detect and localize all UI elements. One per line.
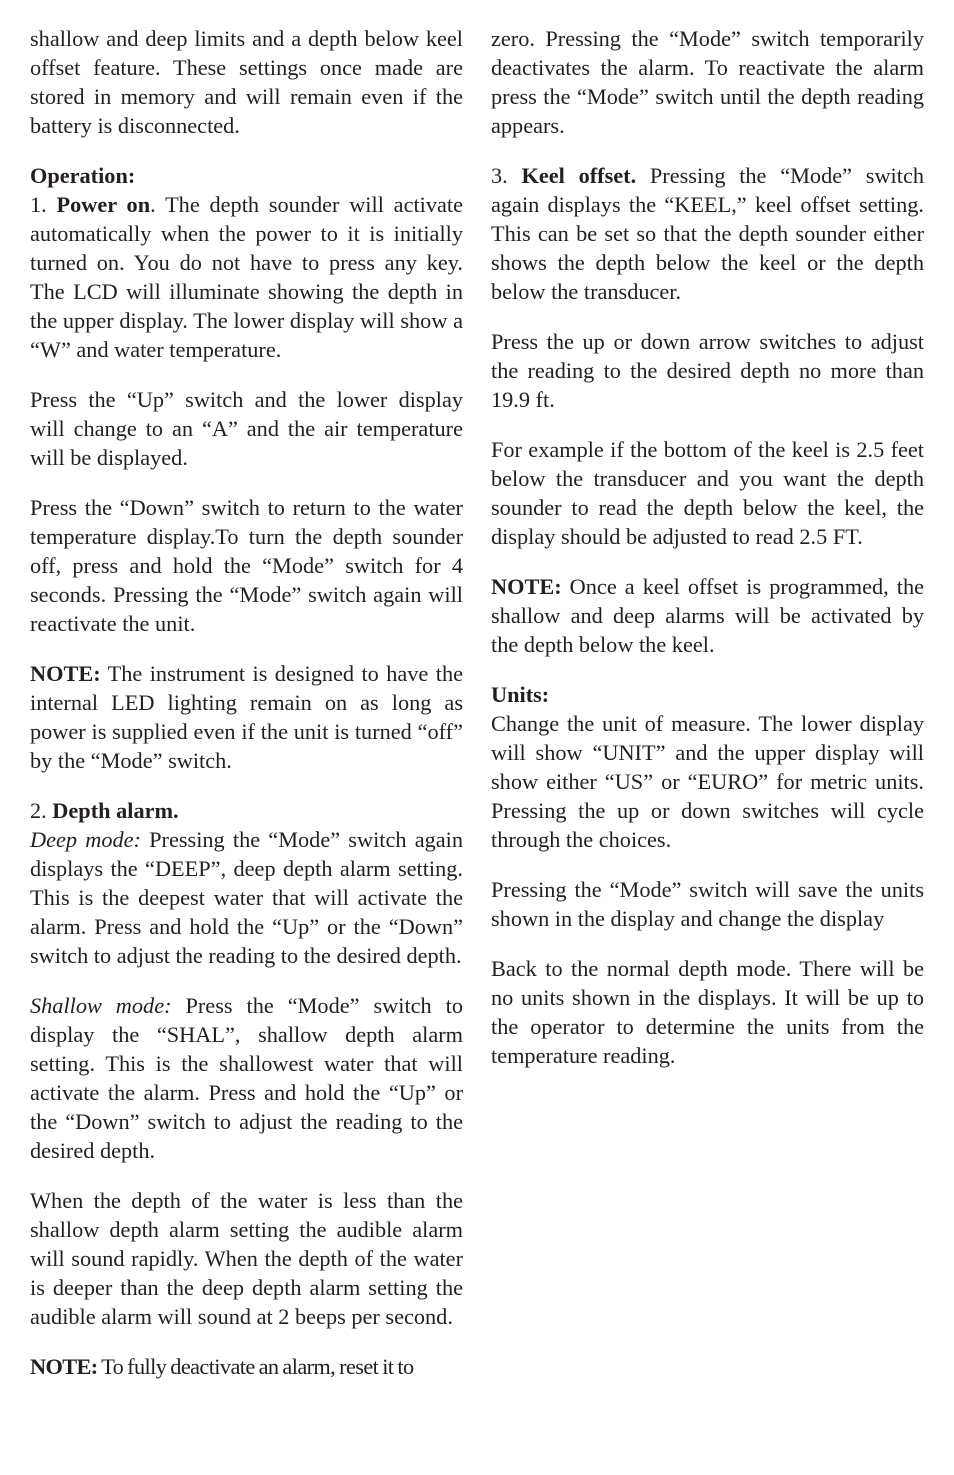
- note-led-paragraph: [30, 659, 463, 775]
- operation-heading: [30, 161, 463, 190]
- note-deactivate-text: To fully deactivate an alarm, reset it to: [97, 1354, 414, 1379]
- units-heading: [491, 680, 924, 709]
- intro-paragraph: shallow and deep limits and a depth below keel offset feature. These settings once made are stored in memory and will remain even if the battery is disconnected.: [30, 26, 463, 138]
- power-on-number: 1.: [30, 192, 57, 217]
- power-on-title: Power on: [56, 192, 151, 217]
- depth-alarm-title: Depth alarm.: [52, 798, 179, 823]
- power-on-paragraph: [30, 190, 463, 364]
- note-keel-text: Once a keel offset is programmed, the shallow and deep alarms will be activated by the depth below the keel.: [491, 574, 924, 657]
- note-keel-label: NOTE:: [491, 574, 562, 599]
- keel-offset-title: Keel offset.: [521, 163, 637, 188]
- left-column: [30, 24, 463, 1381]
- operation-heading-text: Operation:: [30, 163, 136, 188]
- units-save-paragraph: Pressing the “Mode” switch will save the units shown in the display and change the display: [491, 877, 924, 931]
- back-normal-paragraph: Back to the normal depth mode. There will be no units shown in the displays. It will be up to the operator to determine the units from the temperature reading.: [491, 956, 924, 1068]
- up-switch-paragraph: Press the “Up” switch and the lower display will change to an “A” and the air temperature will be displayed.: [30, 387, 463, 470]
- note-led-label: NOTE:: [30, 661, 101, 686]
- note-deactivate-label: NOTE:: [30, 1354, 98, 1379]
- down-switch-paragraph: Press the “Down” switch to return to the water temperature display.To turn the depth sounder off, press and hold the “Mode” switch for 4 seconds. Pressing the “Mode” switch again will reactivate the unit.: [30, 495, 463, 636]
- alarm-sound-paragraph: When the depth of the water is less than the shallow depth alarm setting the audible alarm will sound rapidly. When the depth of the water is deeper than the deep depth alarm setting the audible alarm will sound at 2 beeps per second.: [30, 1188, 463, 1329]
- power-on-text: . The depth sounder will activate automatically when the power to it is initially turned on. You do not have to press any key. The LCD will illuminate showing the depth in the upper display. The lower display will show a “W” and water temperature.: [30, 192, 463, 362]
- units-paragraph: Change the unit of measure. The lower display will show “UNIT” and the upper display will show either “US” or “EURO” for metric units. Pressing the up or down switches will cycle through the choices.: [491, 711, 924, 852]
- continuation-paragraph: zero. Pressing the “Mode” switch temporarily deactivates the alarm. To reactivate the alarm press the “Mode” switch until the depth reading appears.: [491, 26, 924, 138]
- shallow-mode-paragraph: [30, 991, 463, 1165]
- example-paragraph: For example if the bottom of the keel is 2.5 feet below the transducer and you want the depth sounder to read the depth below the keel, the display should be adjusted to read 2.5 FT.: [491, 437, 924, 549]
- deep-mode-text: Pressing the “Mode” switch again displays the “DEEP”, deep depth alarm setting. This is the deepest water that will activate the alarm. Press and hold the “Up” or the “Down” switch to adjust the reading to the desired depth.: [30, 827, 463, 968]
- right-column: [491, 24, 924, 1091]
- note-keel-paragraph: [491, 572, 924, 659]
- keel-offset-text: Pressing the “Mode” switch again displays the “KEEL,” keel offset setting. This can be set so that the depth sounder either shows the depth below the keel or the depth below the transducer.: [491, 163, 924, 304]
- arrow-adjust-paragraph: Press the up or down arrow switches to adjust the reading to the desired depth no more than 19.9 ft.: [491, 329, 924, 412]
- depth-alarm-heading: [30, 796, 463, 825]
- deep-mode-label: Deep mode:: [30, 827, 141, 852]
- note-deactivate-paragraph: [30, 1352, 463, 1381]
- units-heading-text: Units:: [491, 682, 550, 707]
- keel-offset-paragraph: [491, 161, 924, 306]
- shallow-mode-label: Shallow mode:: [30, 993, 172, 1018]
- note-led-text: The instrument is designed to have the internal LED lighting remain on as long as power is supplied even if the unit is turned “off” by the “Mode” switch.: [30, 661, 463, 773]
- keel-offset-number: 3.: [491, 163, 522, 188]
- depth-alarm-number: 2.: [30, 798, 53, 823]
- deep-mode-paragraph: [30, 825, 463, 970]
- shallow-mode-text: Press the “Mode” switch to display the “SHAL”, shallow depth alarm setting. This is the shallowest water that will activate the alarm. Press and hold the “Up” or the “Down” switch to adjust the reading to the desired depth.: [30, 993, 463, 1163]
